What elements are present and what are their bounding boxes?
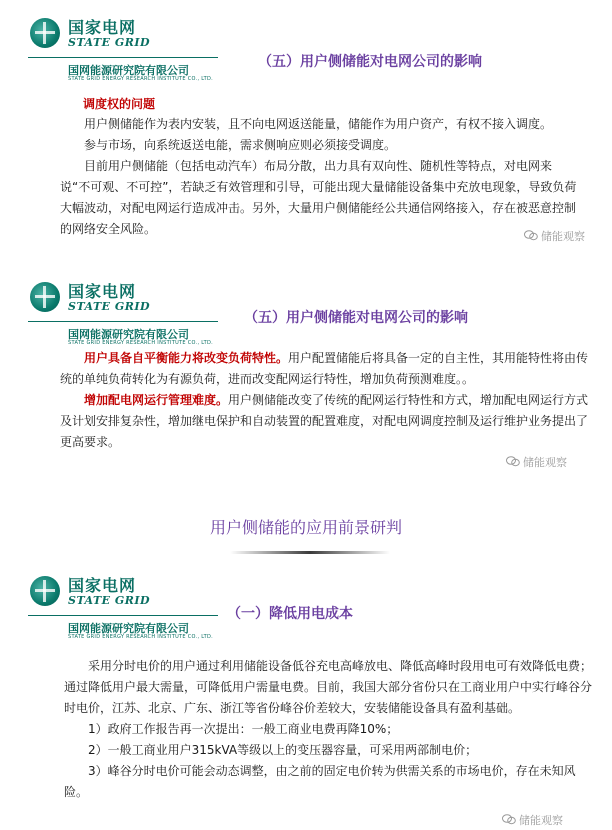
page-title: 用户侧储能的应用前景研判	[209, 518, 402, 537]
logo-divider	[28, 57, 218, 58]
paragraph	[64, 656, 594, 803]
logo-cn-text: 国家电网	[68, 576, 137, 595]
logo-institute: 国网能源研究院有限公司	[68, 328, 189, 341]
slide-3	[0, 562, 612, 830]
logo-institute: 国网能源研究院有限公司	[68, 64, 189, 77]
paragraph-line: 参与市场，向系统返送电能，需求侧响应则必须接受调度。	[84, 138, 397, 152]
watermark-text: 储能观察	[541, 230, 585, 243]
wechat-icon	[506, 456, 520, 467]
paragraph-line: 用户侧储能作为表内安装，且不向电网返送能量，储能作为用户资产，有权不接入调度。	[84, 117, 553, 131]
paragraph-text: 用户侧储能改变了传统的配网运行特性和方式，增加配电网运行方式及计划安排复杂性，增加继电保护和自动装置的配置难度，对配电网调度控制及运行维护业务提出了更高要求。	[60, 393, 589, 449]
paragraph-2	[60, 390, 590, 453]
section-title: （一）降低用电成本	[227, 606, 353, 622]
slide-2	[0, 262, 612, 472]
logo-institute-en: STATE GRID ENERGY RESEARCH INSTITUTE CO., LTD.	[68, 76, 214, 82]
paragraph-line: 目前用户侧储能（包括电动汽车）布局分散，出力具有双向性、随机性等特点，对电网来说“不可观、不可控”，若缺乏有效管理和引导，可能出现大量储能设备集中充放电现象，导致负荷大幅波动，对配电网运行造成冲击。另外，大量用户侧储能经公共通信网络接入，存在被恶意控制的网络安全风险。	[60, 159, 577, 236]
watermark	[506, 454, 567, 470]
logo-cn-text: 国家电网	[68, 18, 137, 37]
state-grid-logo	[28, 276, 218, 346]
wechat-icon	[524, 230, 538, 241]
logo-institute: 国网能源研究院有限公司	[68, 622, 189, 635]
globe-icon	[30, 576, 60, 606]
slide-1	[0, 0, 612, 250]
logo-en-text: STATE GRID	[68, 300, 151, 313]
logo-cn-text: 国家电网	[68, 282, 137, 301]
paragraph	[60, 114, 580, 240]
globe-icon	[30, 18, 60, 48]
watermark-text: 储能观察	[523, 456, 567, 469]
logo-divider	[28, 321, 218, 322]
watermark-text: 储能观察	[519, 814, 563, 827]
watermark	[524, 228, 585, 244]
logo-en-text: STATE GRID	[68, 36, 151, 49]
paragraph-text: 用户配置储能后将具备一定的自主性，其用能特性将由传统的单纯负荷转化为有源负荷，进而改变配网运行特性，增加负荷预测难度。。	[60, 351, 589, 386]
highlight-text: 增加配电网运行管理难度。	[84, 393, 229, 407]
title-divider	[230, 551, 390, 554]
subhead: 调度权的问题	[83, 97, 156, 111]
logo-institute-en: STATE GRID ENERGY RESEARCH INSTITUTE CO., LTD.	[68, 634, 214, 640]
wechat-icon	[502, 814, 516, 825]
list-item: 2）一般工商业用户315kVA等级以上的变压器容量，可采用两部制电价；	[88, 743, 478, 757]
state-grid-logo	[28, 570, 218, 640]
logo-institute-en: STATE GRID ENERGY RESEARCH INSTITUTE CO., LTD.	[68, 340, 214, 346]
logo-divider	[28, 615, 218, 616]
watermark	[502, 812, 563, 828]
state-grid-logo	[28, 12, 218, 82]
section-title: （五）用户侧储能对电网公司的影响	[244, 310, 468, 326]
logo-en-text: STATE GRID	[68, 594, 151, 607]
paragraph	[60, 348, 590, 453]
list-item: 3）峰谷分时电价可能会动态调整，由之前的固定电价转为供需关系的市场电价，存在未知风险。	[64, 764, 576, 799]
globe-icon	[30, 282, 60, 312]
paragraph-line: 采用分时电价的用户通过利用储能设备低谷充电高峰放电、降低高峰时段用电可有效降低电费；通过降低用户最大需量，可降低用户需量电费。目前，我国大部分省份只在工商业用户中实行峰谷分时电价，江苏、北京、广东、浙江等省份峰谷价差较大，安装储能设备具有盈利基础。	[64, 659, 593, 715]
paragraph-1	[60, 348, 590, 390]
section-title: （五）用户侧储能对电网公司的影响	[258, 54, 482, 70]
highlight-text: 用户具备自平衡能力将改变负荷特性。	[84, 351, 289, 365]
list-item: 1）政府工作报告再一次提出：一般工商业电费再降10%；	[88, 722, 399, 736]
